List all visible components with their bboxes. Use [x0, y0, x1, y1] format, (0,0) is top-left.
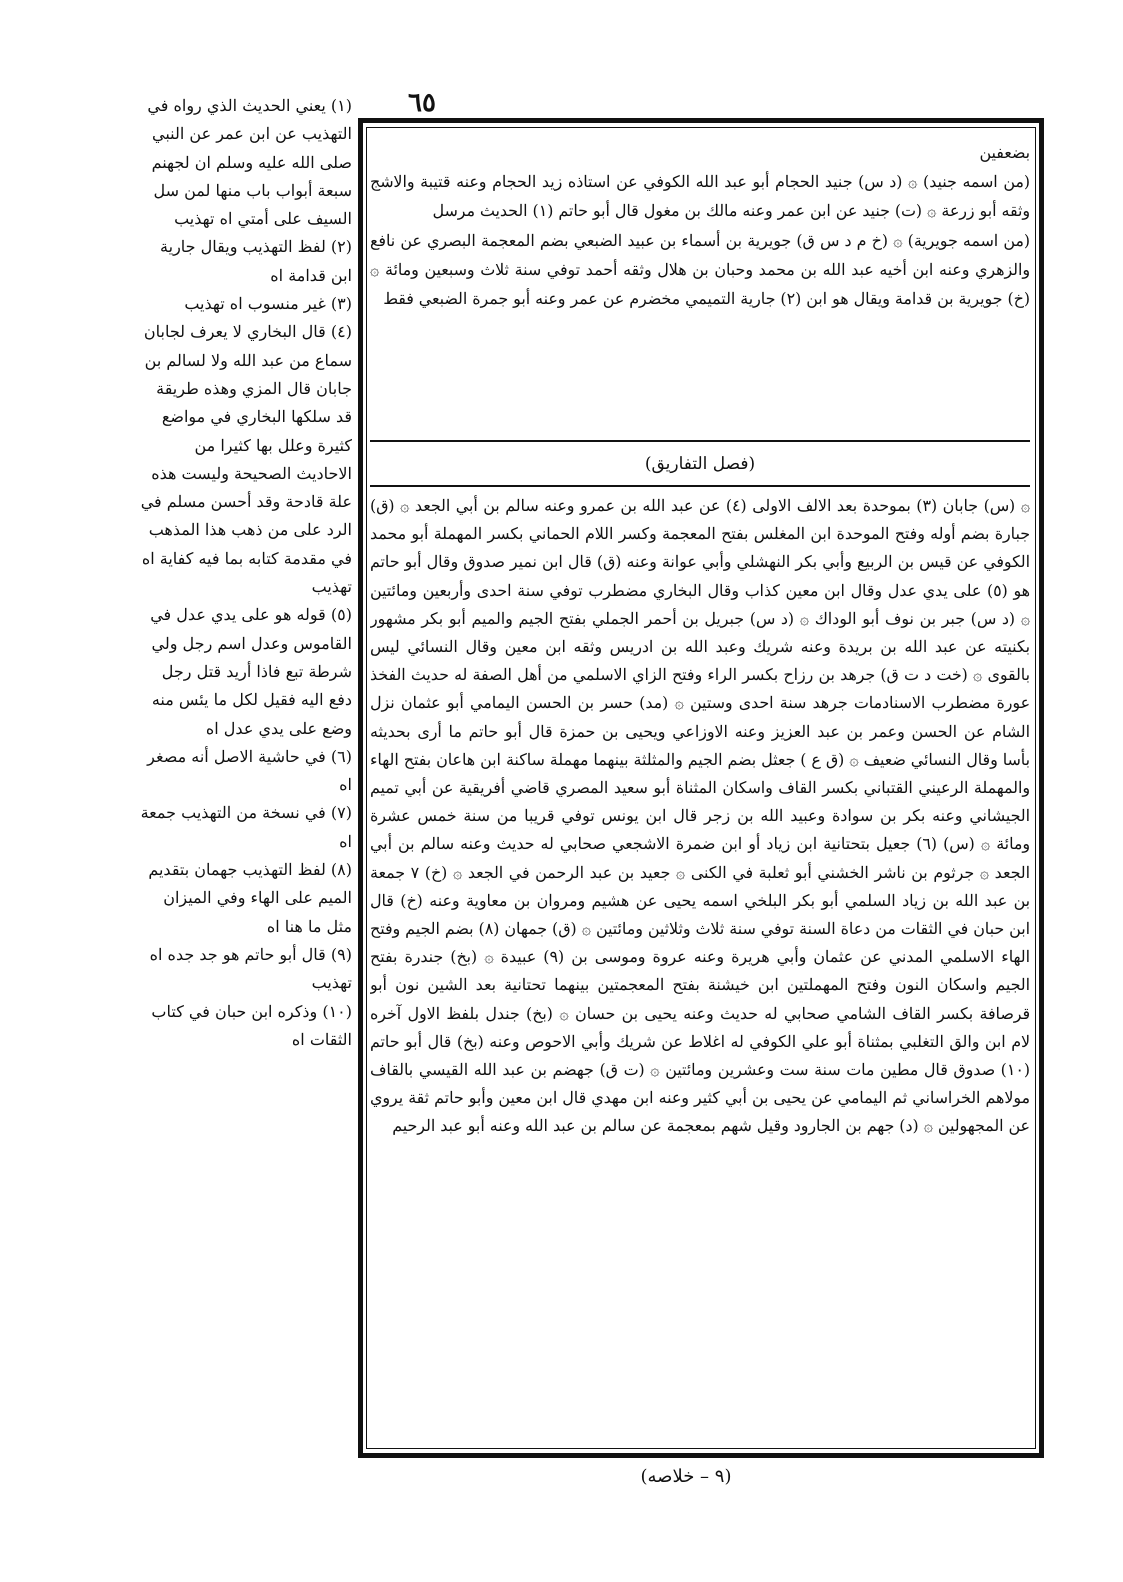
footnote: (٤) قال البخاري لا يعرف لجابان سماع من عبد الله ولا لسالم بن جابان قال المزي وهذه طريقة قد سلكها البخاري في مواضع كثيرة وعلل بها كثيرا من الاحاديث الصحيحة وليست هذه علة قادحة وقد أحسن مسلم في الرد على من ذهب هذا المذهب في مقدمة كتابه بما فيه كفاية اه تهذيب — [140, 322, 352, 597]
entry-paragraph: (من اسمه جنيد) ۞ (د س) جنيد الحجام أبو عبد الله الكوفي عن استاذه زيد الحجام وعنه قتيبة والاشج وثقه أبو زرعة ۞ (ت) جنيد عن ابن عمر وعنه مالك بن مغول قال أبو حاتم (١) الحديث مرسل — [370, 172, 1030, 221]
section-heading: (فصل التفاريق) — [644, 454, 756, 474]
section-divider-bottom — [370, 485, 1030, 487]
upper-entries — [370, 138, 1030, 438]
lower-entries: ۞ (س) جابان (٣) بموحدة بعد الالف الاولى (٤) عن عبد الله بن عمرو وعنه سالم بن أبي الجعد ۞ (ق) جبارة بضم أوله وفتح الموحدة ابن المغلس بفتح المعجمة وكسر اللام الحماني بكسر المهملة أبو محمد الكوفي عن قيس بن الربيع وأبي بكر النهشلي وأبي عوانة وعنه (ق) قال ابن نمير صدوق وقال أبو حاتم هو (٥) على يدي عدل وقال ابن معين كذاب وقال البخاري مضطرب توفي سنة احدى وأربعين ومائتين ۞ (د س) جبر بن نوف أبو الوداك ۞ (د س) جبريل بن أحمر الجملي بفتح الجيم والميم أبو بكر مشهور بكنيته عن عبد الله بن بريدة وعنه شريك وعبد الله بن ادريس وثقه ابن معين وقال النسائي ليس بالقوى ۞ (خت د ت ق) جرهد بن رزاح بكسر الراء وفتح الزاي الاسلمي من أهل الصفة له حديث الفخذ عورة مضطرب الاسنادمات جرهد سنة احدى وستين ۞ (مد) حسر بن الحسن اليمامي أبو عثمان نزل الشام عن الحسن وعمر بن عبد العزيز وعنه الاوزاعي ويحيى بن حمزة قال أبو حاتم ما أرى بحديثه بأسا وقال النسائي ضعيف ۞ (ق ع ) جعثل بضم الجيم والمثلثة بينهما مهملة ساكنة ابن هاعان بفتح الهاء والمهملة الرعيني القتباني بكسر القاف واسكان المثناة أبو سعيد المصري قاضي أفريقية عن أبي تميم الجيشاني وعنه بكر بن سوادة وعبيد الله بن زجر قال ابن يونس توفي قريبا من سنة خمس عشرة ومائة ۞ (س) (٦) جعيل بتحتانية ابن زياد أو ابن ضمرة الاشجعي صحابي له حديث وعنه سالم بن أبي الجعد ۞ جرثوم بن ناشر الخشني أبو ثعلبة في الكنى ۞ جعيد بن عبد الرحمن في الجعد ۞ (خ) ٧ جمعة بن عبد الله بن زياد السلمي أبو بكر البلخي اسمه يحيى عن هشيم ومروان بن معاوية وعنه (خ) قال ابن حبان في الثقات من دعاة السنة توفي سنة ثلاث وثلاثين ومائتين ۞ (ق) جمهان (٨) بضم الجيم وفتح الهاء الاسلمي المدني عن عثمان وأبي هريرة وعنه عروة وموسى بن (٩) عبيدة ۞ (بخ) جندرة بفتح الجيم واسكان النون وفتح المهملتين ابن خيشنة بفتح المعجمتين بينهما تحتانية بعد الشين نون أبو قرصافة بكسر القاف الشامي صحابي له حديث وعنه يحيى بن حسان ۞ (بخ) جندل بلفظ الاول آخره لام ابن والق التغلبي بمثناة أبو علي الكوفي له اغلاط عن شريك وأبي الاحوص وعنه (بخ) قال أبو حاتم (١٠) صدوق قال مطين مات سنة ست وعشرين ومائتين ۞ (ت ق) جهضم بن عبد الله القيسي بالقاف مولاهم الخراساني ثم اليمامي عن يحيى بن أبي كثير وعنه ابن مهدي قال ابن معين وأبو حاتم ثقة يروي عن المجهولين ۞ (د) جهم بن الجارود وقيل شهم بمعجمة عن سالم بن عبد الله وعنه أبو عبد الرحيم — [370, 496, 1030, 1136]
entry-paragraph: (من اسمه جويرية) ۞ (خ م د س ق) جويرية بن أسماء بن عبيد الضبعي بضم المعجمة البصري عن نافع والزهري وعنه ابن أخيه عبد الله بن محمد وحبان بن هلال وثقه أحمد توفي سنة ثلاث وسبعين ومائة ۞ (خ) جويرية بن قدامة ويقال هو ابن (٢) جارية التميمي مخضرم عن عمر وعنه أبو جمرة الضبعي فقط — [370, 230, 1030, 309]
margin-footnotes — [140, 92, 352, 1490]
footnote: (٩) قال أبو حاتم هو جد جده اه تهذيب — [149, 944, 352, 993]
footnote: (٦) في حاشية الاصل أنه مصغر اه — [147, 746, 352, 795]
footnote: (٧) في نسخة من التهذيب جمعة اه — [140, 803, 352, 851]
footnote: (٥) قوله هو على يدي عدل في القاموس وعدل اسم رجل ولي شرطة تبع فاذا أريد قتل رجل دفع اليه فقيل لكل ما يئس منه وضع على يدي عدل اه — [150, 605, 352, 738]
footnote: (٣) غير منسوب اه تهذيب — [184, 294, 352, 314]
footnote: (١٠) وذكره ابن حبان في كتاب الثقات اه — [151, 1001, 352, 1049]
page-number: ٦٥ — [408, 88, 436, 118]
signature-mark: (٩ – خلاصه) — [640, 1466, 732, 1487]
entry-paragraph: بضعفين — [979, 143, 1030, 162]
section-divider-top — [370, 440, 1030, 442]
footnote: (١) يعني الحديث الذي رواه في التهذيب عن ابن عمر عن النبي صلى الله عليه وسلم ان لجهنم سبعة أبواب باب منها لمن سل السيف على أمتي اه تهذيب — [147, 96, 352, 229]
footnote: (٨) لفظ التهذيب جهمان بتقديم الميم على الهاء وفي الميزان مثل ما هنا اه — [148, 860, 352, 936]
footnote: (٢) لفظ التهذيب ويقال جارية ابن قدامة اه — [160, 237, 352, 285]
